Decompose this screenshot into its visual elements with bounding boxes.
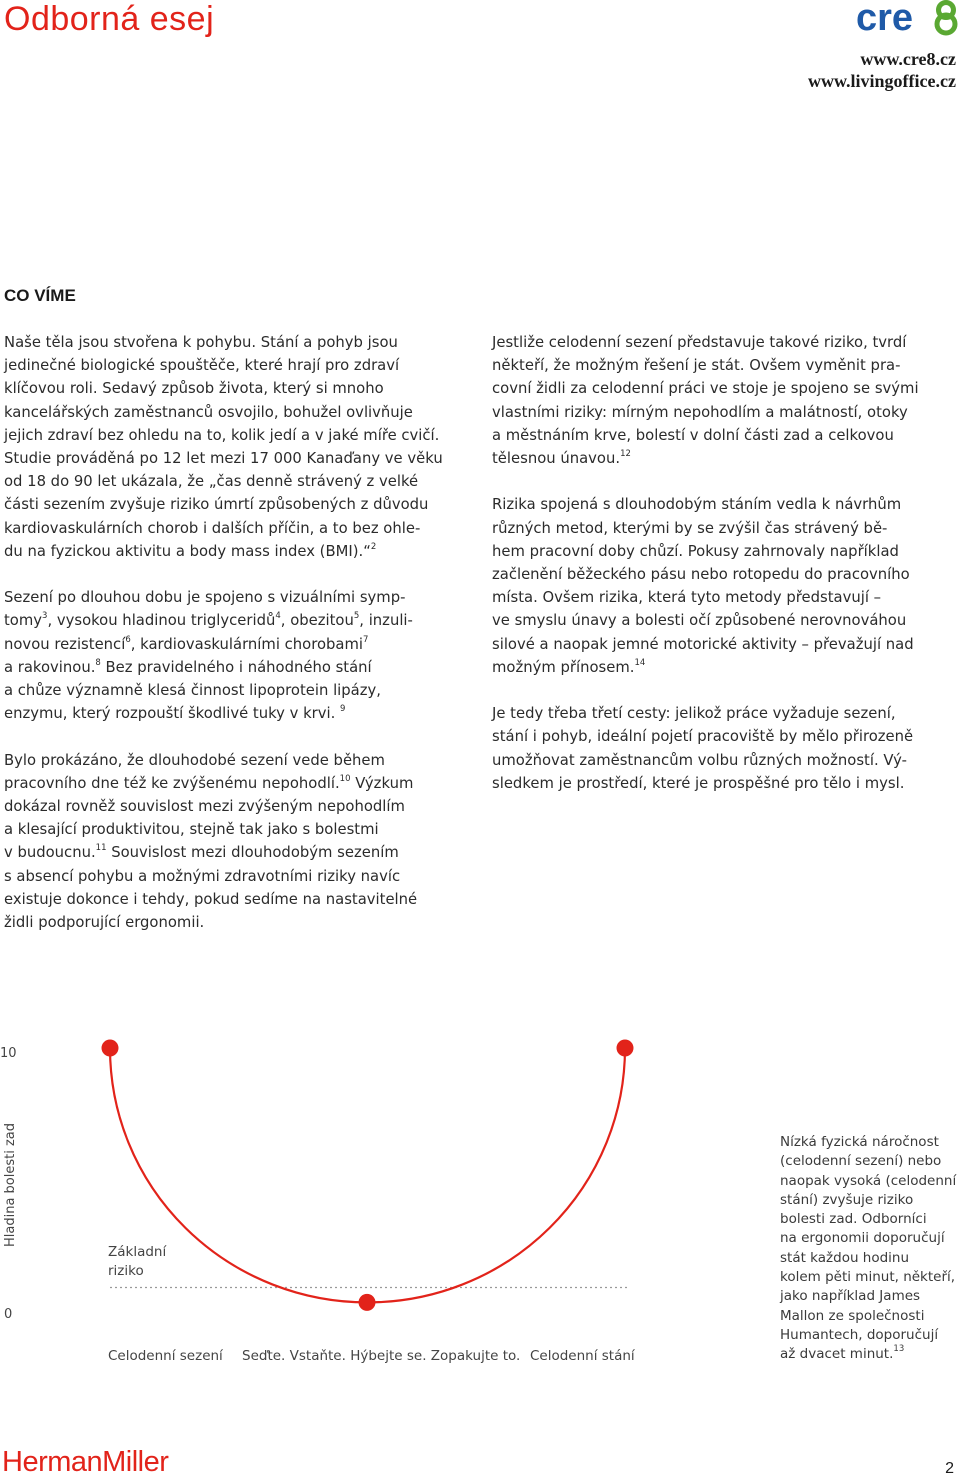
paragraph [492,702,956,795]
text-fragment: , obezitou [280,612,354,630]
text-line: různých metod, kterými by se zvýšil čas strávený bě- [492,519,888,537]
text-line: vlastními riziky: mírným nepohodlím a malátností, otoky [492,403,908,421]
text-line: Rizika spojená s dlouhodobým stáním vedla k návrhům [492,496,902,514]
page-title: Odborná esej [4,0,215,38]
footnote-ref: 6 [125,634,131,645]
text-line: jejich zdraví bez ohledu na to, kolik jedí a v jaké míře cvičí. [4,426,440,444]
baseline-label-line1: Základní [108,1244,167,1260]
footnote-ref: 12 [620,449,631,460]
text-fragment: enzymu, který rozpouští škodlivé tuky v krvi. [4,705,341,723]
footnote-ref: 4 [275,611,281,622]
caption-line: stání) zvyšuje riziko [780,1191,914,1208]
caption-line: Mallon ze společnosti [780,1307,925,1324]
text-line [492,656,956,679]
text-line: stání i pohyb, ideální pojetí pracoviště by mělo přirozeně [492,728,914,746]
caption-line: (celodenní sezení) nebo [780,1153,942,1170]
left-column [4,331,464,957]
text-line: Jestliže celodenní sezení představuje takové riziko, tvrdí [492,334,907,351]
text-fragment: , inzuli- [359,612,413,630]
paragraph [492,493,956,679]
chart-layer [0,1040,636,1365]
text-line: silové a naopak jemné motorické aktivity – převažují nad [492,635,914,653]
text-fragment: tomy [4,612,43,630]
header-urls [808,48,956,92]
caption-line: Nízká fyzická náročnost [780,1134,939,1150]
text-line: a chůze významně klesá činnost lipoprotein lipázy, [4,682,381,700]
text-line [492,447,956,470]
footnote-ref: 10 [339,773,351,784]
footnote-ref: 13 [893,1344,905,1355]
text-line: ve smyslu únavy a bolesti očí způsobené nerovnováhou [492,612,907,630]
text-fragment: , vysokou hladinou triglyceridů [47,612,276,630]
text-line: s absencí pohybu a možnými zdravotními riziky navíc [4,867,401,885]
text-line: existuje dokonce i tehdy, pokud sedíme na nastavitelné [4,890,418,908]
caption-line: naopak vysoká (celodenní [780,1172,957,1189]
text-fragment: pracovního dne též ke zvýšenému nepohodlí. [4,774,340,792]
text-line: jedinečné biologické spouštěče, které hrají pro zdraví [4,357,400,375]
text-line: kancelářských zaměstnanců osvojilo, bohužel ovlivňuje [4,403,413,421]
text-fragment: Výzkum [350,774,414,792]
text-line: kardiovaskulárních chorob i dalších příčin, a to bez ohle- [4,519,421,537]
text-line: někteří, že možným řešení je stát. Ovšem vyměnit pra- [492,357,901,375]
caption-line: kolem pěti minut, někteří, [780,1269,956,1286]
page-number: 2 [945,1460,954,1477]
text-line: sledkem je prostředí, které je prospěšné pro tělo i mysl. [492,774,905,792]
text-fragment: du na fyzickou aktivitu a body mass index (BMI).“ [4,542,371,560]
paragraph [4,331,464,563]
y-axis-label: Hladina bolesti zad [3,1122,18,1248]
paragraph [492,331,956,470]
y-tick-label-min: 0 [4,1307,13,1322]
text-fragment: novou rezistencí [4,635,126,653]
text-fragment: , kardiovaskulárními chorobami [130,635,364,653]
text-line [4,702,464,725]
footnote-ref: 9 [340,704,346,715]
text-fragment: možným přínosem. [492,658,635,676]
text-line: místa. Ovšem rizika, která tyto metody představují – [492,589,882,607]
text-fragment: tělesnou únavou. [492,450,621,468]
footnote-ref: 8 [95,657,101,668]
x-category-label-1: Seďte. Vstaňte. Hýbejte se. Zopakujte to. [242,1348,521,1364]
logo-eight-icon [937,3,955,34]
text-line: začlenění běžeckého pásu nebo rotopedu do pracovního [492,566,910,584]
text-line: od 18 do 90 let ukázala, že „čas denně strávený z velké [4,473,419,491]
text-line [4,609,464,632]
data-point-2 [617,1040,634,1057]
logo-text-cre: cre [856,0,914,36]
text-line [4,633,464,656]
text-line [4,540,464,563]
text-line [4,841,464,864]
x-category-label-0: Celodenní sezení [108,1348,223,1364]
paragraph [4,749,464,935]
text-line: Studie prováděná po 12 let mezi 17 000 Kanaďany ve věku [4,450,443,468]
footnote-ref: 7 [363,634,369,645]
footnote-ref: 11 [95,843,107,854]
paragraph [4,586,464,725]
section-heading: CO VÍME [4,286,76,305]
caption-line: na ergonomii doporučují [780,1230,945,1247]
footnote-ref: 5 [353,611,360,622]
footnote-ref: 14 [634,657,646,668]
text-line: umožňovat zaměstnancům volbu různých možností. Vý- [492,751,907,769]
text-line: Naše těla jsou stvořena k pohybu. Stání a pohyb jsou [4,334,398,351]
chart-caption [780,1133,960,1365]
text-fragment: v budoucnu. [4,844,96,862]
data-point-0 [102,1040,119,1057]
text-fragment: Souvislost mezi dlouhodobým sezením [106,844,399,862]
text-line: a klesající produktivitou, stejně tak jako s bolestmi [4,821,379,839]
text-line: covní židli za celodenní práci ve stoje je spojeno se svými [492,380,919,398]
text-line: klíčovou roli. Sedavý způsob života, který si mnoho [4,380,384,398]
caption-line: Humantech, doporučují [780,1326,939,1343]
right-column [492,331,956,818]
caption-line: jako například James [780,1288,921,1305]
text-line: hem pracovní doby chůzí. Pokusy zahrnovaly například [492,542,899,560]
cre8-logo [856,0,960,36]
caption-line: stát každou hodinu [780,1249,910,1266]
data-point-1 [359,1294,376,1311]
text-fragment: Bez pravidelného i náhodného stání [100,658,372,676]
footnote-ref: 3 [42,611,48,622]
url-cre8[interactable]: www.cre8.cz [860,49,956,69]
text-line: části sezením zvyšuje riziko úmrtí způsobených z důvodu [4,496,429,514]
caption-line: bolesti zad. Odborníci [780,1211,927,1228]
footnote-ref: 2 [370,541,377,552]
text-line [4,772,464,795]
text-fragment: a rakovinou. [4,658,96,676]
text-line: Sezení po dlouhou dobu je spojeno s vizuálními symp- [4,589,406,607]
text-line: Bylo prokázáno, že dlouhodobé sezení vede během [4,751,385,769]
y-tick-label-max: 10 [0,1046,17,1061]
x-category-label-2: Celodenní stání [530,1348,635,1364]
text-line [4,656,464,679]
caption-line [780,1345,960,1364]
text-line: a městnáním krve, bolestí v dolní části zad a celkovou [492,426,894,444]
text-fragment: až dvacet minut. [780,1346,894,1363]
baseline-label-line2: riziko [108,1263,144,1279]
hermanmiller-logo: HermanMiller [2,1446,169,1478]
text-line: Je tedy třeba třetí cesty: jelikož práce vyžaduje sezení, [492,705,896,723]
url-livingoffice[interactable]: www.livingoffice.cz [808,71,956,91]
text-line: dokázal rovněž souvislost mezi zvýšeným nepohodlím [4,798,405,816]
series-line-back-pain [110,1048,625,1302]
text-line: židli podporující ergonomii. [4,914,205,932]
